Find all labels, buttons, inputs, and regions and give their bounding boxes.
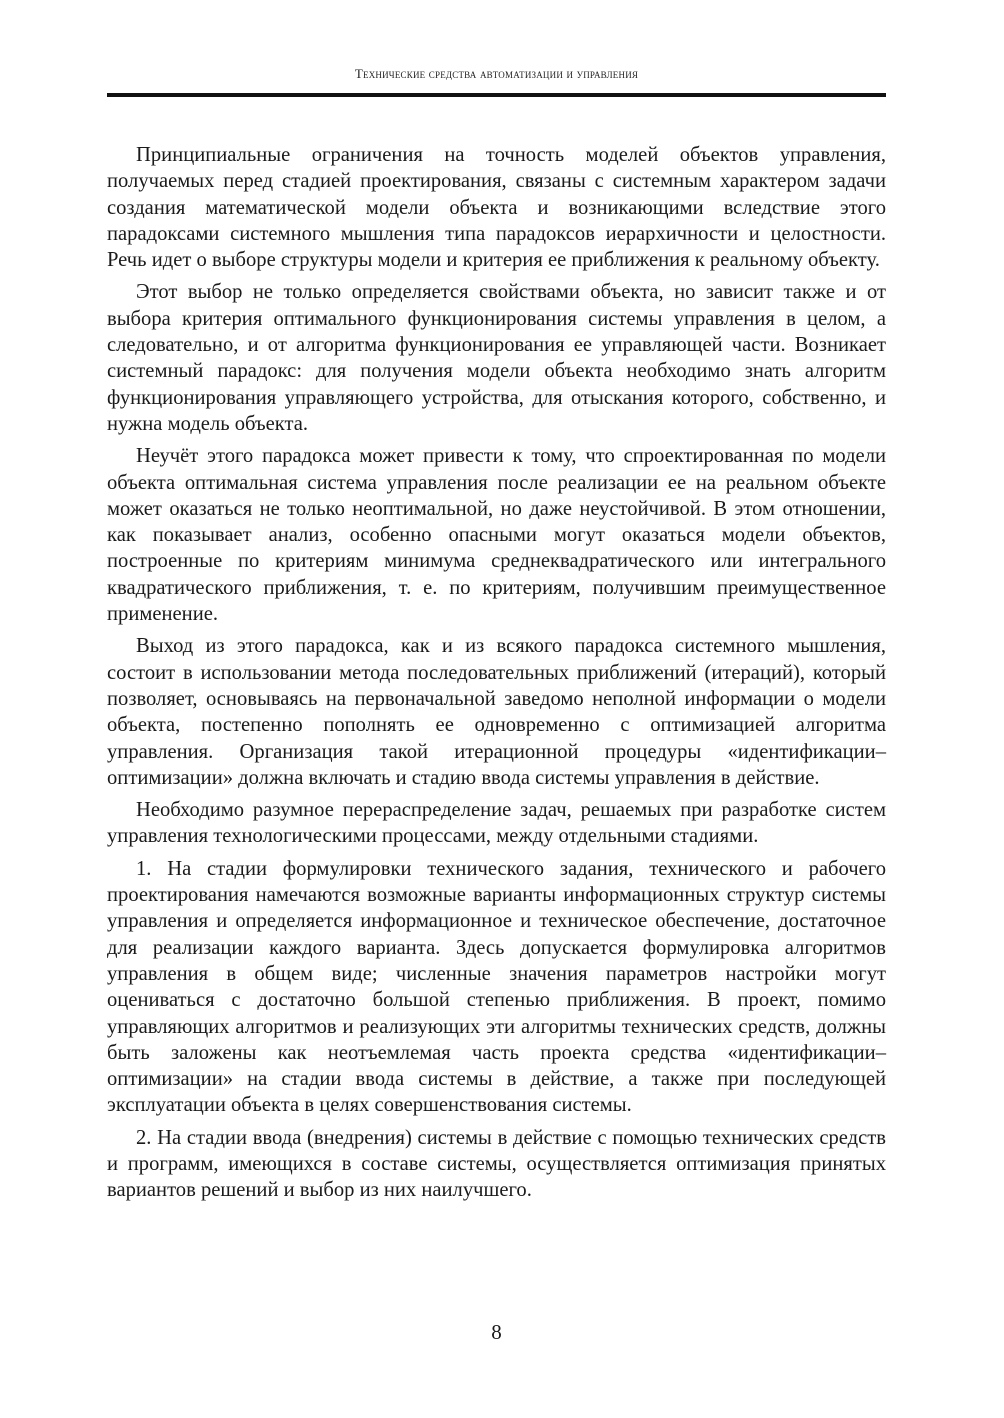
paragraph: 1. На стадии формулировки технического задания, технического и рабочего проектирования намечаются возможные варианты информационных структур системы управления и определяется информационное и техническое обеспечение, достаточное для реализации каждого варианта. Здесь допускается формулировка алгоритмов управления в общем виде; численные значения параметров настройки могут оцениваться с достаточно большой степенью приближения. В проект, помимо управляющих алгоритмов и реализующих эти алгоритмы технических средств, должны быть заложены как неотъемлемая часть проекта средства «идентификации–оптимизации» на стадии ввода системы в действие, а также при последующей эксплуатации объекта в целях совершенствования системы. — [107, 857, 886, 1117]
paragraph: Необходимо разумное перераспределение задач, решаемых при разработке систем управления технологическими процессами, между отдельными стадиями. — [107, 799, 886, 848]
header-rule — [107, 93, 886, 97]
paragraph: 2. На стадии ввода (внедрения) системы в действие с помощью технических средств и программ, имеющихся в составе системы, осуществляется оптимизация принятых вариантов решений и выбор из них наилучшего. — [107, 1126, 886, 1202]
paragraph: Выход из этого парадокса, как и из всякого парадокса системного мышления, состоит в использовании метода последовательных приближений (итераций), который позволяет, основываясь на первоначальной заведомо неполной информации о модели объекта, постепенно пополнять ее одновременно с оптимизацией алгоритма управления. Организация такой итерационной процедуры «идентификации–оптимизации» должна включать и стадию ввода системы управления в действие. — [107, 635, 886, 789]
paragraph: Принципиальные ограничения на точность моделей объектов управления, получаемых перед стадией проектирования, связаны с системным характером задачи создания математической модели объекта и возникающими вследствие этого парадоксами системного мышления типа парадоксов иерархичности и целостности. Речь идет о выборе структуры модели и критерия ее приближения к реальному объекту. — [107, 144, 886, 272]
page-number: 8 — [491, 1320, 502, 1344]
body-text — [107, 142, 886, 1210]
running-header: Технические средства автоматизации и управления — [354, 66, 639, 81]
paragraph: Этот выбор не только определяется свойствами объекта, но зависит также и от выбора критерия оптимального функционирования системы управления в целом, а следовательно, и от алгоритма функционирования ее управляющей части. Возникает системный парадокс: для получения модели объекта необходимо знать алгоритм функционирования управляющего устройства, для отыскания которого, собственно, и нужна модель объекта. — [107, 281, 886, 435]
paragraph: Неучёт этого парадокса может привести к тому, что спроектированная по модели объекта оптимальная система управления после реализации ее на реальном объекте может оказаться не только неоптимальной, но даже неустойчивой. В этом отношении, как показывает анализ, особенно опасными могут оказаться модели объектов, построенные по критериям минимума среднеквадратического или интегрального квадратического приближения, т. е. по критериям, получившим преимущественное применение. — [107, 445, 886, 626]
